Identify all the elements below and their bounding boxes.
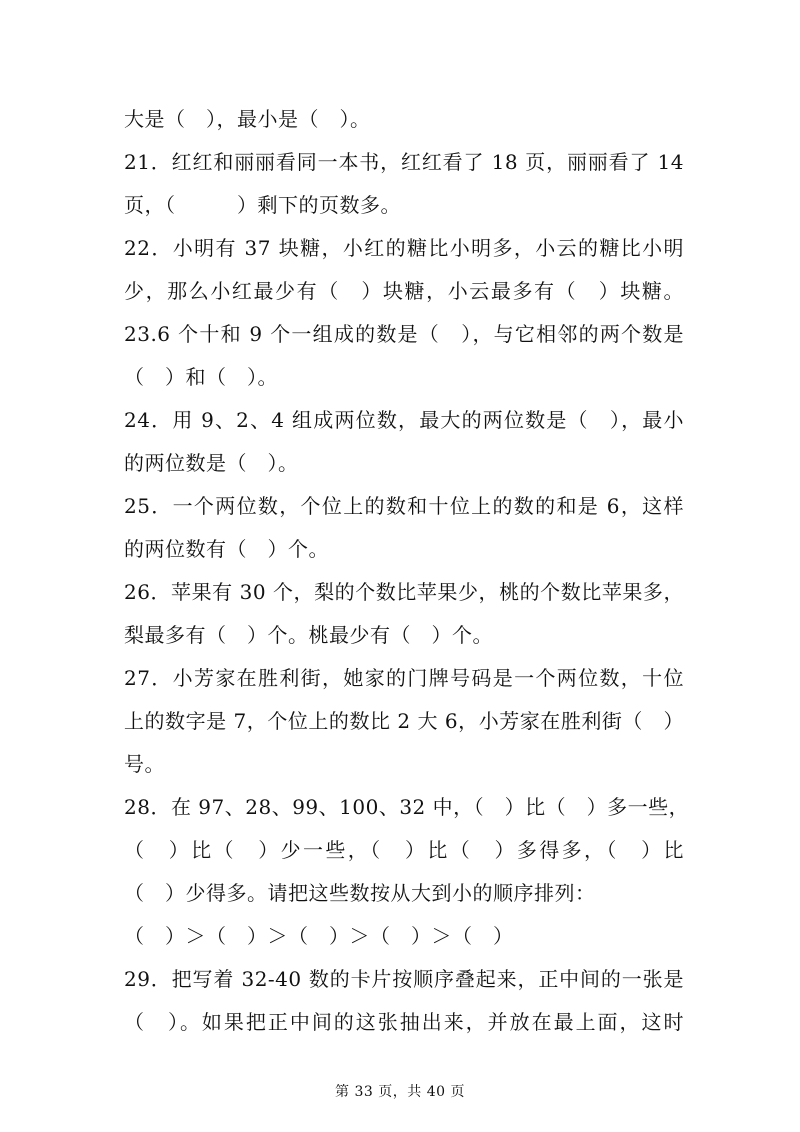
text-line: 的两位数是（ ）。 — [124, 451, 299, 475]
text-line: 号。 — [124, 752, 165, 776]
text-line: 23.6 个十和 9 个一组成的数是（ ），与它相邻的两个数是 — [124, 322, 684, 346]
text-line: （ ）。如果把正中间的这张抽出来，并放在最上面，这时 — [124, 1010, 684, 1034]
text-line: 的两位数有（ ）个。 — [124, 537, 329, 561]
text-line: 21．红红和丽丽看同一本书，红红看了 18 页，丽丽看了 14 — [124, 150, 684, 174]
text-line: （ ）比（ ）少一些，（ ）比（ ）多得多，（ ）比 — [124, 838, 684, 862]
text-line: 上的数字是 7，个位上的数比 2 大 6，小芳家在胜利街（ ） — [124, 709, 684, 733]
text-line: 28．在 97、28、99、100、32 中，（ ）比（ ）多一些， — [124, 795, 690, 819]
text-line: 梨最多有（ ）个。桃最少有（ ）个。 — [124, 623, 493, 647]
text-line: 25．一个两位数，个位上的数和十位上的数的和是 6，这样 — [124, 494, 684, 518]
text-line: （ ）少得多。请把这些数按从大到小的顺序排列： — [124, 881, 596, 905]
text-line: 26．苹果有 30 个，梨的个数比苹果少，桃的个数比苹果多， — [124, 580, 684, 604]
text-line: （ ）＞（ ）＞（ ）＞（ ）＞（ ） — [124, 924, 514, 948]
text-line: 27．小芳家在胜利街，她家的门牌号码是一个两位数，十位 — [124, 666, 684, 690]
text-line: 22．小明有 37 块糖，小红的糖比小明多，小云的糖比小明 — [124, 236, 684, 260]
text-line: （ ）和（ ）。 — [124, 365, 278, 389]
page-number-footer: 第 33 页，共 40 页 — [335, 1084, 465, 1100]
text-line: 少，那么小红最少有（ ）块糖，小云最多有（ ）块糖。 — [124, 279, 684, 303]
text-line: 大是（ ），最小是（ ）。 — [124, 107, 371, 131]
text-line: 页，（ ）剩下的页数多。 — [124, 193, 401, 217]
text-line: 29．把写着 32-40 数的卡片按顺序叠起来，正中间的一张是 — [124, 967, 684, 991]
text-line: 24．用 9、2、4 组成两位数，最大的两位数是（ ），最小 — [124, 408, 684, 432]
document-body — [124, 98, 690, 1044]
